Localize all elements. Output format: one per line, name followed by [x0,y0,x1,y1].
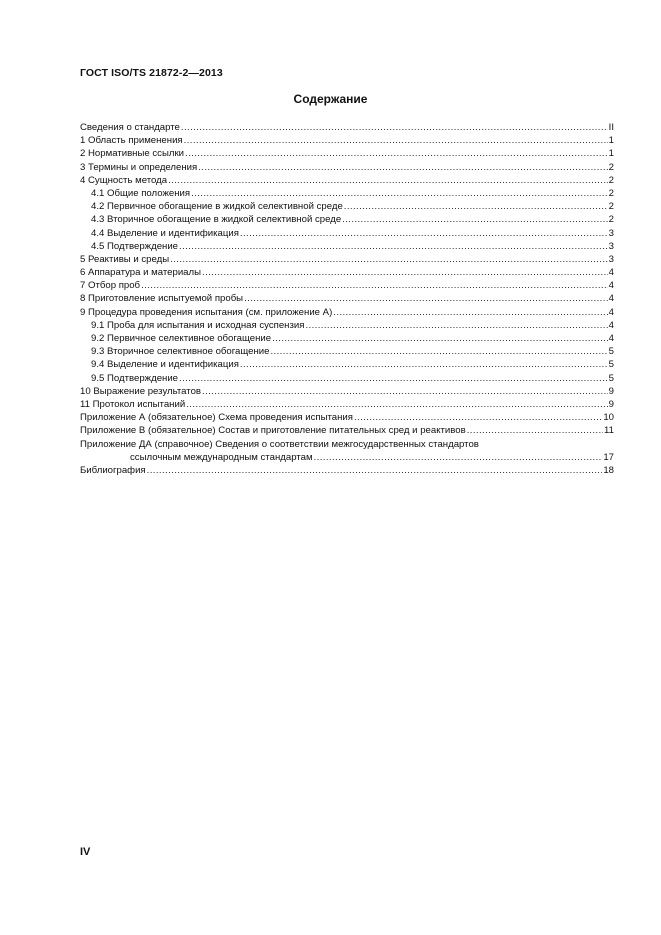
toc-entry-page: 2 [608,174,614,186]
toc-entry[interactable] [80,213,614,226]
leader-dots [202,385,608,398]
toc-entry[interactable] [80,240,614,253]
toc-entry-page: 4 [608,293,614,305]
toc-entry[interactable] [80,227,614,240]
leader-dots [186,398,607,411]
toc-entry-page: 5 [608,359,614,371]
toc-entry-label: 9.2 Первичное селективное обогащение [91,333,272,344]
toc-entry[interactable] [80,174,614,187]
toc-entry[interactable] [80,424,614,437]
toc-entry[interactable] [80,200,614,213]
toc-entry[interactable] [80,372,614,385]
toc-entry[interactable] [80,398,614,411]
toc-entry-page: 17 [603,451,614,463]
toc-entry[interactable] [80,187,614,200]
toc-entry-label: 1 Область применения [80,135,183,147]
toc-entry-appendix-da-continued[interactable] [80,451,614,464]
toc-entry-label: Библиография [80,464,146,476]
leader-dots [244,292,608,305]
toc-entry-label: 9.5 Подтверждение [91,372,179,384]
toc-entry-page: 10 [603,412,614,424]
page-title: Содержание [293,92,368,106]
toc-entry-label: 2 Нормативные ссылки [80,148,185,160]
toc-entry[interactable] [80,121,614,134]
toc-entry-page: 3 [608,227,614,239]
toc-entry-label: 8 Приготовление испытуемой пробы [80,293,244,305]
leader-dots [270,345,607,358]
toc-entry-label: ссылочным международным стандартам [130,451,313,463]
toc-entry-page: 2 [608,161,614,173]
leader-dots [168,174,608,187]
toc-entry-label: 4.3 Вторичное обогащение в жидкой селективной среде [91,214,342,226]
toc-entry[interactable] [80,306,614,319]
toc-entry[interactable] [80,332,614,345]
leader-dots [240,358,608,371]
toc-entry-page: 1 [608,135,614,147]
toc-entry-page: 2 [608,201,614,213]
toc-entry-label: Приложение ДА (справочное) Сведения о соответствии межгосударственных стандартов [80,438,479,450]
toc-entry-label: 4.1 Общие положения [91,187,191,199]
toc-entry-page: 3 [608,253,614,265]
toc-entry-label: 11 Протокол испытаний [80,398,186,410]
toc-entry-page: 11 [604,425,614,437]
toc-entry-label: 7 Отбор проб [80,280,141,292]
toc-entry-page: II [608,122,614,133]
toc-entry-label: 6 Аппаратура и материалы [80,267,202,279]
toc-entry-page: 4 [608,306,614,318]
toc-entry-page: 9 [608,385,614,397]
document-header: ГОСТ ISO/TS 21872-2—2013 [80,67,223,79]
toc-entry-page: 4 [608,267,614,279]
toc-entry[interactable] [80,385,614,398]
toc-entry-label: 4 Сущность метода [80,174,168,186]
leader-dots [467,424,603,437]
toc-entry-label: Сведения о стандарте [80,122,180,133]
leader-dots [147,464,603,477]
toc-entry-label: Приложение А (обязательное) Схема проведения испытания [80,412,353,424]
toc-entry-page: 3 [608,240,614,252]
leader-dots [170,253,608,266]
toc-entry-label: 5 Реактивы и среды [80,253,170,265]
toc-entry[interactable] [80,134,614,147]
leader-dots [181,121,608,134]
toc-entry-label: 10 Выражение результатов [80,385,202,397]
toc-entry[interactable] [80,292,614,305]
toc-entry-page: 5 [608,372,614,384]
toc-entry-label: 9 Процедура проведения испытания (см. приложение А) [80,306,333,318]
leader-dots [342,213,608,226]
toc-entry-page: 1 [608,148,614,160]
toc-entry[interactable] [80,411,614,424]
toc-entry-label: 4.2 Первичное обогащение в жидкой селективной среде [91,201,343,213]
toc-entry-label: 9.1 Проба для испытания и исходная суспензия [91,319,305,331]
table-of-contents [80,121,614,477]
page-number: IV [80,846,91,858]
toc-entry-label: 9.3 Вторичное селективное обогащение [91,346,270,358]
toc-entry-page: 5 [608,346,614,358]
toc-entry-label: 4.5 Подтверждение [91,240,179,252]
toc-entry-page: 4 [608,280,614,292]
toc-entry-label: 3 Термины и определения [80,161,198,173]
leader-dots [272,332,608,345]
leader-dots [198,161,607,174]
leader-dots [185,147,608,160]
toc-entry[interactable] [80,147,614,160]
toc-entry-page: 4 [608,333,614,344]
toc-entry[interactable] [80,279,614,292]
toc-entry-page: 4 [608,319,614,331]
toc-entry-appendix-da[interactable] [80,438,614,451]
toc-entry-page: 9 [608,398,614,410]
leader-dots [179,240,608,253]
toc-entry-label: 4.4 Выделение и идентификация [91,227,239,239]
leader-dots [314,451,603,464]
toc-entry[interactable] [80,161,614,174]
leader-dots [141,279,608,292]
toc-entry-page: 18 [603,464,614,476]
leader-dots [305,319,607,332]
toc-entry[interactable] [80,358,614,371]
toc-entry[interactable] [80,266,614,279]
leader-dots [354,411,602,424]
leader-dots [240,227,608,240]
toc-entry-page: 2 [608,214,614,226]
leader-dots [179,372,608,385]
leader-dots [184,134,608,147]
toc-entry-bibliography[interactable] [80,464,614,477]
toc-entry[interactable] [80,345,614,358]
leader-dots [333,306,607,319]
leader-dots [344,200,608,213]
toc-entry[interactable] [80,319,614,332]
toc-entry-page: 2 [608,187,614,199]
leader-dots [202,266,608,279]
toc-entry[interactable] [80,253,614,266]
toc-entry-label: Приложение В (обязательное) Состав и приготовление питательных сред и реактивов [80,425,466,437]
toc-entry-label: 9.4 Выделение и идентификация [91,359,239,371]
leader-dots [191,187,608,200]
